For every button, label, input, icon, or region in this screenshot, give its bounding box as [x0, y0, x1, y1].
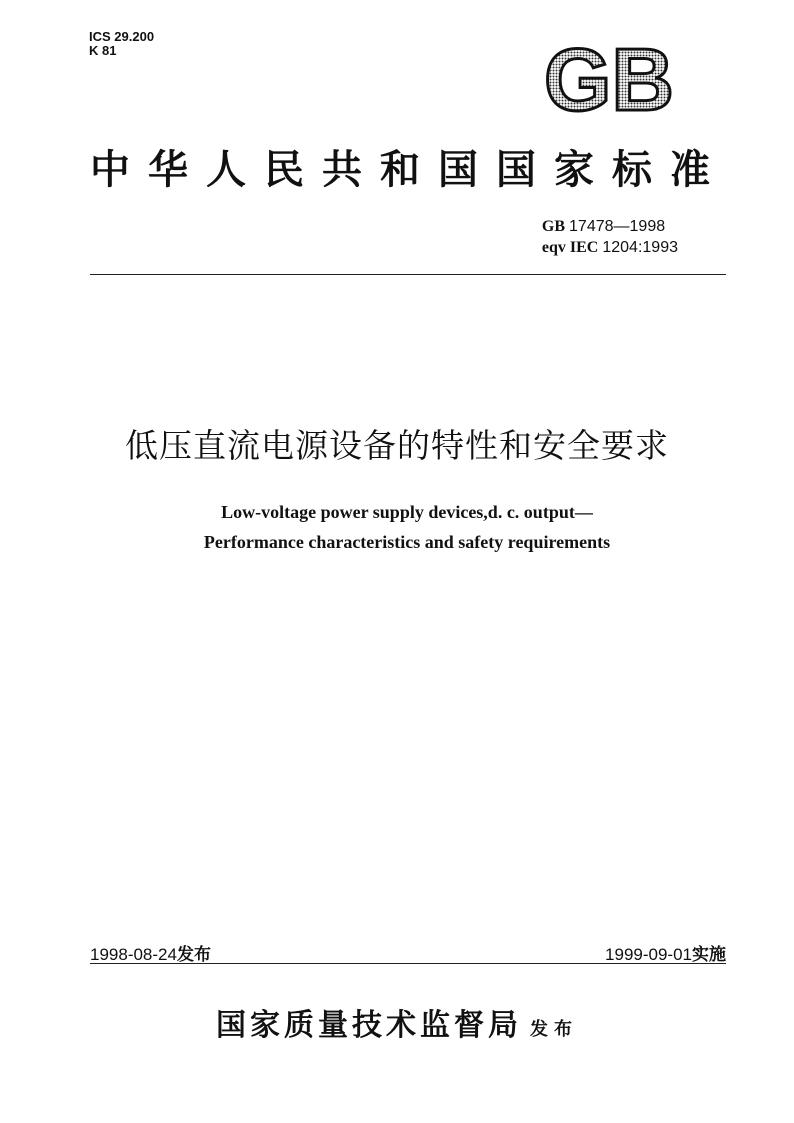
issuer-name: 国家质量技术监督局 [216, 1008, 522, 1043]
issue-label: 发布 [530, 1019, 578, 1040]
title-en-line-1: Low-voltage power supply devices,d. c. output— [221, 502, 593, 522]
header-divider [90, 274, 726, 275]
national-standard-title: 中华人民共和国国家标准 [90, 146, 728, 193]
gb-logo [540, 42, 678, 116]
implementation-date-value: 1999-09-01 [605, 945, 692, 964]
equivalent-standard-row [542, 237, 678, 258]
issuer-line [0, 1000, 794, 1044]
standard-number-row [542, 216, 678, 237]
release-date [90, 940, 211, 965]
document-title-cn: 低压直流电源设备的特性和安全要求 [125, 426, 669, 465]
implementation-label: 实施 [692, 945, 726, 965]
implementation-date [605, 940, 726, 965]
ccs-code: K 81 [89, 43, 117, 58]
standard-codes [542, 216, 678, 258]
equivalent-number: 1204:1993 [602, 239, 678, 256]
title-en-line-2: Performance characteristics and safety requirements [203, 532, 611, 552]
gb-logo-text: GB [544, 42, 674, 116]
release-date-value: 1998-08-24 [90, 945, 177, 964]
standard-number: 17478—1998 [569, 218, 666, 235]
standard-prefix: GB [541, 218, 566, 235]
classification-codes [89, 30, 154, 58]
ics-code: ICS 29.200 [89, 29, 155, 44]
release-label: 发布 [176, 945, 211, 965]
footer-divider [90, 963, 726, 964]
equivalent-prefix: eqv IEC [541, 239, 599, 256]
document-title-en [0, 497, 794, 557]
